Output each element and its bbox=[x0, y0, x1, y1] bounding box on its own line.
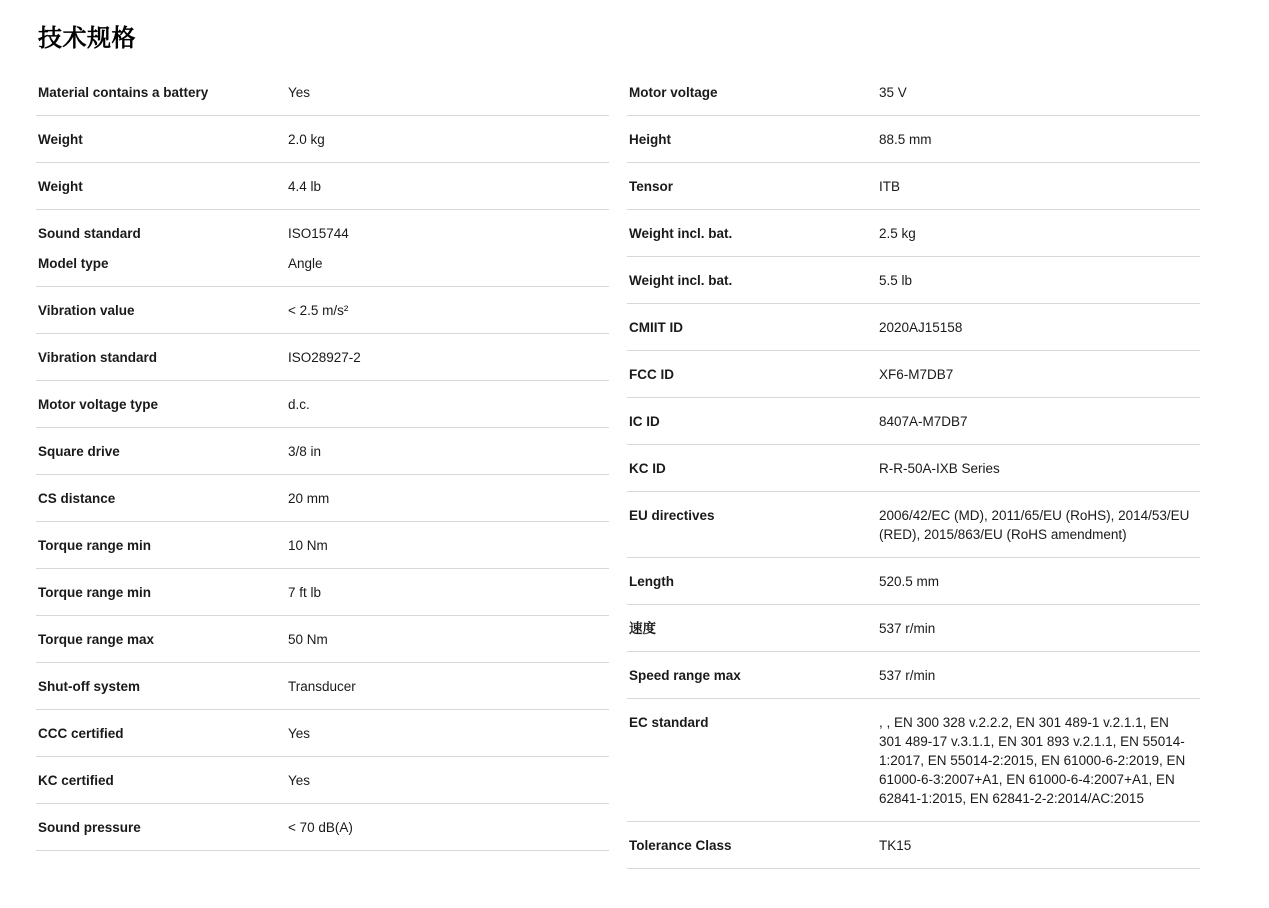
spec-row bbox=[627, 304, 1200, 351]
spec-row bbox=[36, 663, 609, 710]
spec-value: 2020AJ15158 bbox=[879, 320, 963, 335]
spec-row bbox=[36, 287, 609, 334]
spec-label: Weight incl. bat. bbox=[629, 226, 733, 241]
spec-row bbox=[627, 699, 1200, 822]
spec-row bbox=[36, 804, 609, 851]
spec-label: Vibration value bbox=[38, 303, 135, 318]
spec-value: 20 mm bbox=[288, 491, 330, 506]
spec-label: EU directives bbox=[629, 508, 715, 523]
spec-row bbox=[36, 475, 609, 522]
spec-label: 速度 bbox=[629, 621, 656, 636]
spec-label: CS distance bbox=[38, 491, 116, 506]
spec-label: FCC ID bbox=[629, 367, 674, 382]
spec-label: Square drive bbox=[38, 444, 120, 459]
spec-row bbox=[36, 569, 609, 616]
spec-row bbox=[36, 116, 609, 163]
spec-label: Weight bbox=[38, 132, 83, 147]
spec-label: IC ID bbox=[629, 414, 660, 429]
spec-columns bbox=[36, 69, 1233, 869]
spec-label: Tensor bbox=[629, 179, 674, 194]
spec-row bbox=[627, 492, 1200, 558]
spec-value: ITB bbox=[879, 179, 901, 194]
spec-row bbox=[36, 334, 609, 381]
spec-label: Tolerance Class bbox=[629, 838, 732, 853]
spec-value: 5.5 lb bbox=[879, 273, 913, 288]
spec-label: KC certified bbox=[38, 773, 114, 788]
spec-label: EC standard bbox=[629, 715, 709, 730]
spec-label: Torque range min bbox=[38, 538, 152, 553]
spec-label: CMIIT ID bbox=[629, 320, 683, 335]
spec-value: 3/8 in bbox=[288, 444, 322, 459]
spec-row bbox=[627, 210, 1200, 257]
spec-row bbox=[627, 116, 1200, 163]
spec-label: Motor voltage bbox=[629, 85, 718, 100]
spec-label: KC ID bbox=[629, 461, 666, 476]
spec-value: 8407A-M7DB7 bbox=[879, 414, 968, 429]
spec-label: Vibration standard bbox=[38, 350, 158, 365]
spec-label: Model type bbox=[38, 256, 109, 271]
spec-label: Sound standard bbox=[38, 226, 141, 241]
spec-value: 537 r/min bbox=[879, 668, 936, 683]
spec-label: Sound pressure bbox=[38, 820, 141, 835]
spec-value: Yes bbox=[288, 773, 311, 788]
spec-value: Yes bbox=[288, 726, 311, 741]
spec-label: Shut-off system bbox=[38, 679, 141, 694]
spec-label: Torque range min bbox=[38, 585, 152, 600]
spec-row bbox=[627, 351, 1200, 398]
spec-label: Material contains a battery bbox=[38, 85, 209, 100]
spec-value: 2006/42/EC (MD), 2011/65/EU (RoHS), 2014/53/EU (RED), 2015/863/EU (RoHS amendment) bbox=[879, 508, 1190, 542]
spec-row bbox=[627, 605, 1200, 652]
spec-label: Torque range max bbox=[38, 632, 155, 647]
spec-value: 35 V bbox=[879, 85, 907, 100]
spec-row bbox=[627, 445, 1200, 492]
spec-row bbox=[627, 652, 1200, 699]
spec-row bbox=[36, 248, 609, 287]
spec-value: ISO15744 bbox=[288, 226, 349, 241]
spec-label: Weight incl. bat. bbox=[629, 273, 733, 288]
spec-table-right bbox=[627, 69, 1200, 869]
spec-value: d.c. bbox=[288, 397, 310, 412]
spec-value: 2.5 kg bbox=[879, 226, 916, 241]
spec-value: ISO28927-2 bbox=[288, 350, 361, 365]
spec-row bbox=[36, 710, 609, 757]
spec-value: 88.5 mm bbox=[879, 132, 932, 147]
spec-row bbox=[36, 522, 609, 569]
spec-label: Speed range max bbox=[629, 668, 741, 683]
spec-row bbox=[36, 163, 609, 210]
spec-table-left bbox=[36, 69, 609, 851]
spec-value: < 70 dB(A) bbox=[288, 820, 353, 835]
spec-value: 10 Nm bbox=[288, 538, 328, 553]
spec-label: Height bbox=[629, 132, 671, 147]
spec-row bbox=[627, 163, 1200, 210]
spec-value: 7 ft lb bbox=[288, 585, 322, 600]
spec-label: Motor voltage type bbox=[38, 397, 159, 412]
spec-row bbox=[36, 757, 609, 804]
spec-label: CCC certified bbox=[38, 726, 124, 741]
spec-row bbox=[627, 257, 1200, 304]
spec-value: 537 r/min bbox=[879, 621, 936, 636]
spec-row bbox=[627, 558, 1200, 605]
spec-value: 50 Nm bbox=[288, 632, 328, 647]
spec-value: 4.4 lb bbox=[288, 179, 322, 194]
spec-value: , , EN 300 328 v.2.2.2, EN 301 489-1 v.2.1.1, EN 301 489-17 v.3.1.1, EN 301 893 v.2.1.1, EN 55014-1:2017, EN 55014-2:2015, EN 61000-6-2:2019, EN 61000-6-3:2007+A1, EN 61000-6-4:2007+A1, EN 62841-1:2015, EN 62841-2-2:2014/AC:2015 bbox=[879, 715, 1186, 806]
spec-row bbox=[36, 69, 609, 116]
spec-value: < 2.5 m/s² bbox=[288, 303, 349, 318]
spec-value: 520.5 mm bbox=[879, 574, 940, 589]
spec-row bbox=[627, 822, 1200, 869]
spec-value: XF6-M7DB7 bbox=[879, 367, 954, 382]
spec-row bbox=[627, 69, 1200, 116]
spec-value: TK15 bbox=[879, 838, 912, 853]
spec-value: Angle bbox=[288, 256, 323, 271]
page-title: 技术规格 bbox=[38, 25, 136, 52]
spec-row bbox=[36, 381, 609, 428]
spec-value: R-R-50A-IXB Series bbox=[879, 461, 1000, 476]
spec-row bbox=[36, 428, 609, 475]
spec-row bbox=[36, 616, 609, 663]
spec-row bbox=[627, 398, 1200, 445]
spec-row bbox=[36, 210, 609, 248]
spec-value: 2.0 kg bbox=[288, 132, 325, 147]
spec-value: Transducer bbox=[288, 679, 356, 694]
spec-label: Length bbox=[629, 574, 674, 589]
spec-label: Weight bbox=[38, 179, 83, 194]
spec-value: Yes bbox=[288, 85, 311, 100]
